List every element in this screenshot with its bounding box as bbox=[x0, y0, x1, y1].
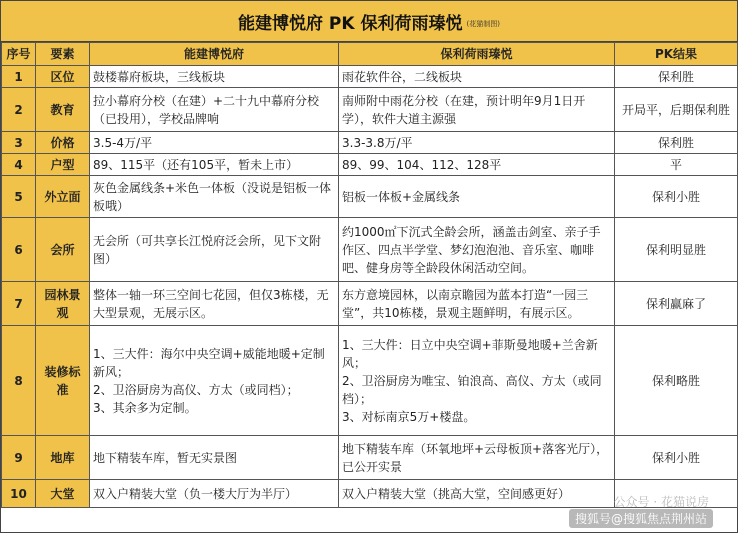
table-row bbox=[2, 66, 738, 88]
row-item: 装修标准 bbox=[36, 326, 90, 436]
row-project-b: 1、三大件：日立中央空调+菲斯曼地暖+兰舍新风； 2、卫浴厨房为唯宝、铂浪高、高仪、方太（或同档）； 3、对标南京5万+楼盘。 bbox=[339, 326, 615, 436]
row-number: 6 bbox=[2, 218, 36, 282]
table-row bbox=[2, 154, 738, 176]
table-row bbox=[2, 88, 738, 132]
row-result: 保利略胜 bbox=[615, 326, 738, 436]
row-project-b: 约1000㎡下沉式全龄会所，涵盖击剑室、亲子手作区、四点半学堂、梦幻泡泡池、音乐室、咖啡吧、健身房等全龄段休闲活动空间。 bbox=[339, 218, 615, 282]
title-bar bbox=[1, 1, 737, 42]
row-result: 开局平，后期保利胜 bbox=[615, 88, 738, 132]
row-result: 保利胜 bbox=[615, 132, 738, 154]
row-project-a: 89、115平（还有105平，暂未上市） bbox=[90, 154, 339, 176]
header-row bbox=[2, 43, 738, 66]
row-result: 平 bbox=[615, 154, 738, 176]
header-no: 序号 bbox=[2, 43, 36, 66]
row-item: 户型 bbox=[36, 154, 90, 176]
row-item: 价格 bbox=[36, 132, 90, 154]
row-project-b: 南师附中雨花分校（在建，预计明年9月1日开学），软件大道主源强 bbox=[339, 88, 615, 132]
row-item: 外立面 bbox=[36, 176, 90, 218]
table-row bbox=[2, 218, 738, 282]
row-item: 会所 bbox=[36, 218, 90, 282]
row-project-b: 89、99、104、112、128平 bbox=[339, 154, 615, 176]
row-project-a: 1、三大件：海尔中央空调+威能地暖+定制新风； 2、卫浴厨房为高仪、方太（或同档）； 3、其余多为定制。 bbox=[90, 326, 339, 436]
row-project-b: 地下精装车库（环氧地坪+云母板顶+落客光厅），已公开实景 bbox=[339, 436, 615, 480]
row-result: 保利赢麻了 bbox=[615, 282, 738, 326]
row-number: 8 bbox=[2, 326, 36, 436]
row-project-a: 拉小幕府分校（在建）+二十九中幕府分校（已投用），学校品牌响 bbox=[90, 88, 339, 132]
row-item: 园林景观 bbox=[36, 282, 90, 326]
row-item: 教育 bbox=[36, 88, 90, 132]
table-row bbox=[2, 436, 738, 480]
row-result: 保利胜 bbox=[615, 66, 738, 88]
sohu-watermark: 搜狐号@搜狐焦点荆州站 bbox=[569, 509, 713, 528]
comparison-table bbox=[1, 42, 738, 508]
row-project-a: 无会所（可共享长江悦府泛会所，见下文附图） bbox=[90, 218, 339, 282]
row-project-a: 地下精装车库，暂无实景图 bbox=[90, 436, 339, 480]
row-item: 区位 bbox=[36, 66, 90, 88]
row-number: 10 bbox=[2, 480, 36, 508]
header-project-b: 保利荷雨瑧悦 bbox=[339, 43, 615, 66]
row-project-b: 东方意境园林，以南京瞻园为蓝本打造“一园三堂”，共10栋楼，景观主题鲜明，有展示区。 bbox=[339, 282, 615, 326]
row-number: 9 bbox=[2, 436, 36, 480]
header-project-a: 能建博悦府 bbox=[90, 43, 339, 66]
table-row bbox=[2, 176, 738, 218]
wechat-watermark: 公众号 · 花猫说房 bbox=[613, 495, 709, 509]
row-result: 保利小胜 bbox=[615, 176, 738, 218]
row-project-b: 铝板一体板+金属线条 bbox=[339, 176, 615, 218]
row-number: 7 bbox=[2, 282, 36, 326]
row-result: 保利明显胜 bbox=[615, 218, 738, 282]
row-project-a: 整体一轴一环三空间七花园，但仅3栋楼，无大型景观，无展示区。 bbox=[90, 282, 339, 326]
row-number: 2 bbox=[2, 88, 36, 132]
row-item: 地库 bbox=[36, 436, 90, 480]
header-result: PK结果 bbox=[615, 43, 738, 66]
row-project-b: 3.3-3.8万/平 bbox=[339, 132, 615, 154]
row-project-b: 双入户精装大堂（挑高大堂，空间感更好） bbox=[339, 480, 615, 508]
row-project-a: 灰色金属线条+米色一体板（没说是铝板一体板哦） bbox=[90, 176, 339, 218]
row-number: 3 bbox=[2, 132, 36, 154]
page-title: 能建博悦府 PK 保利荷雨瑧悦 bbox=[238, 13, 463, 34]
row-number: 1 bbox=[2, 66, 36, 88]
row-number: 5 bbox=[2, 176, 36, 218]
row-item: 大堂 bbox=[36, 480, 90, 508]
header-item: 要素 bbox=[36, 43, 90, 66]
table-row bbox=[2, 282, 738, 326]
row-project-a: 双入户精装大堂（负一楼大厅为半厅） bbox=[90, 480, 339, 508]
row-project-a: 鼓楼幕府板块，三线板块 bbox=[90, 66, 339, 88]
row-project-a: 3.5-4万/平 bbox=[90, 132, 339, 154]
table-row bbox=[2, 326, 738, 436]
table-row bbox=[2, 132, 738, 154]
row-result: 保利小胜 bbox=[615, 436, 738, 480]
row-project-b: 雨花软件谷，二线板块 bbox=[339, 66, 615, 88]
row-number: 4 bbox=[2, 154, 36, 176]
title-note: (花猫制图) bbox=[466, 20, 500, 28]
